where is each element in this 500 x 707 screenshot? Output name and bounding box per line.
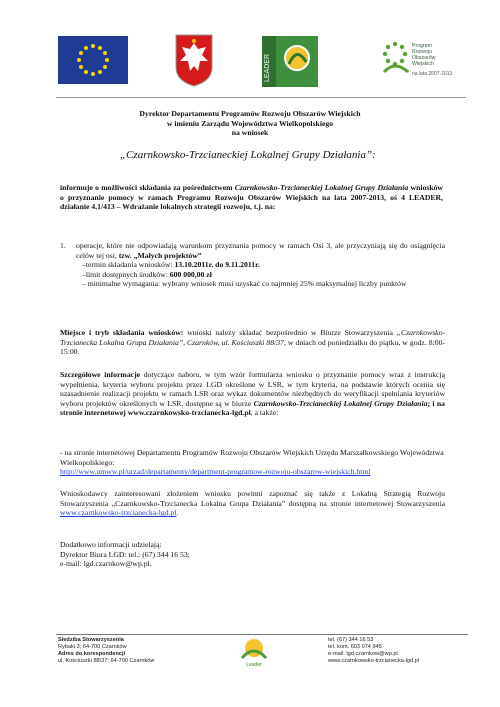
details-org: Czarnkowsko-Trzcianeckiej Lokalnej Grupy Działania — [253, 398, 428, 408]
footer-address — [58, 637, 188, 665]
details-text-end: , a także: — [250, 408, 279, 418]
place-text-end: w dniach od poniedziałku do piątku, w godz. 8:00-15:00. — [60, 337, 445, 357]
contact-block — [60, 540, 360, 569]
umww-link[interactable]: http://www.umww.pl/urzad/departamenty/department-programow-rozwoju-obszarow-wiejskich.html — [60, 467, 371, 477]
footer-website[interactable]: www.czarnkowsko-trzcianecka-lgd.pl — [328, 658, 420, 665]
prow-line: Program — [412, 43, 432, 49]
umww-paragraph — [60, 448, 445, 477]
details-label: Szczegółowe informacje — [60, 370, 141, 379]
strategy-text: Wnioskodawcy zainteresowani złożeniem wniosku powinni zapoznać się także z Lokalną Strategią Rozwoju Stowarzyszenia „Czarnkowsko-Trzcianecka Lokalna Grupa Działania” dostępną na stronie internetowej Stowarzyszenia — [60, 489, 445, 508]
umww-text: - na stronie internetowej Departamentu Programów Rozwoju Obszarów Wiejskich Urzędu Marszałkowskiego Województwa Wielkopolskiego: — [60, 448, 444, 467]
list-item-text: operacje, które nie odpowiadają warunkom przyznania pomocy w ramach Osi 3, ale przyczyniają się do osiągnięcia celów tej osi, — [76, 241, 445, 260]
contact-line: Dyrektor Biura LGD: tel.: (67) 344 16 53; — [60, 549, 190, 559]
intro-org-name: Czarnkowsko-Trzcianeckiej Lokalnej Grupy Działania — [234, 183, 409, 192]
intro-paragraph — [60, 183, 443, 212]
footer-divider — [56, 634, 468, 635]
footer-mobile: tel. kom. 603 074 945 — [328, 644, 382, 651]
list-item — [60, 241, 445, 260]
footer-line: Rybaki 3; 64-700 Czarnków — [58, 644, 127, 651]
contact-line: Dodatkowo informacji udzielają: — [60, 540, 162, 549]
footer-heading: Adres do korespondencji — [58, 651, 126, 658]
details-website: ; i na stronie internetowej www.czarnkowsko-trzcianecka-lgd.pl — [60, 398, 445, 418]
place-org: „Czarnkowsko-Trzcianecka Lokalna Grupa Działania”, Czarnków, ul. Kościuszki 88/37, — [60, 328, 445, 347]
list-item-bold: tzw. „Małych projektów” — [118, 250, 202, 260]
lgd-subtitle: „Czarnkowsko-Trzcianeckiej Lokalnej Grupy Działania”: — [120, 149, 376, 161]
min-requirements: – minimalne wymagania: wybrany wniosek musi uzyskać co najmniej 25% maksymalnej liczby punktów — [82, 279, 407, 289]
eu-flag-logo — [58, 36, 128, 84]
deadline-label: –termin składania wniosków: — [82, 260, 175, 270]
prow-logo — [378, 38, 468, 84]
strategy-text-end: . — [176, 508, 179, 518]
place-text: wnioski należy składać bezpośrednio w Biurze Stowarzyszenia — [183, 328, 397, 337]
details-text: dotyczące naboru, w tym wzór formularza wniosku o przyznanie pomocy wraz z instrukcją wypełnienia, kryteria wyboru projektu przez LGD określone w LSR, w tym kryteria, na podstawie których ocenia się uzasadnienie realizacji projektu w ramach LSR oraz wykaz dokumentów niezbędnych do weryfikacji spełniania kryteriów wyboru projektów określonych w LSR, dostępne są w biurze — [60, 370, 446, 408]
header-line-3: na wniosek — [231, 128, 269, 138]
footer-logo-caption: Leader — [246, 662, 262, 668]
contact-line: e-mail: lgd.czarnkow@wp.pl. — [60, 559, 152, 569]
prow-line: Wiejskich — [412, 61, 434, 67]
operations-list — [60, 241, 445, 289]
intro-text-end: wniosków o przyznanie pomocy w ramach Programu Rozwoju Obszarów Wiejskich na lata 2007-2013, oś 4 LEADER, działanie 4.1/413 – Wdrażanie lokalnych strategii rozwoju, t.j. na: — [60, 183, 443, 212]
prow-logo-text — [412, 43, 435, 67]
deadline-value: 13.10.2011r. do 9.11.2011r. — [174, 260, 260, 270]
limit-label: –limit dostępnych środków: — [82, 269, 170, 279]
limit-value: 600 000,00 zł — [169, 269, 212, 279]
crest-logo — [174, 33, 214, 87]
details-paragraph — [60, 370, 445, 418]
leader-logo — [262, 36, 318, 87]
list-number: 1. — [60, 241, 66, 250]
lgd-website-link[interactable]: www.czarnkowsko-trzcianecka-lgd.pl — [60, 508, 177, 518]
header-line-1: Dyrektor Departamentu Programów Rozwoju Obszarów Wiejskich — [139, 109, 361, 118]
footer-contacts — [328, 637, 478, 665]
header-line-2: w imieniu Zarządu Województwa Wielkopolskiego — [166, 118, 334, 128]
announcement-header — [60, 109, 440, 138]
prow-years: na lata 2007-2013 — [412, 71, 453, 77]
footer-heading: Siedziba Stowarzyszenia — [58, 637, 124, 643]
footer-line: ul. Kościuszki 88\37; 64-700 Czarnków — [58, 658, 155, 665]
prow-line: Rozwoju — [412, 49, 432, 55]
footer-email: e-mail: lgd.czarnkow@wp.pl — [328, 651, 398, 658]
deadline-row — [82, 260, 445, 270]
footer-phone: tel. (67) 344 16 53 — [328, 637, 374, 643]
intro-text: informuje o możliwości składania za pośrednictwem — [60, 183, 235, 192]
place-label: Miejsce i tryb składania wniosków: — [60, 328, 184, 337]
strategy-paragraph — [60, 489, 445, 518]
svg-text:LEADER: LEADER — [264, 53, 271, 82]
lgd-footer-logo — [238, 636, 270, 668]
prow-line: Obszarów — [412, 55, 436, 61]
submission-place-paragraph — [60, 328, 445, 357]
limit-row — [82, 270, 445, 280]
header-divider — [56, 97, 466, 98]
